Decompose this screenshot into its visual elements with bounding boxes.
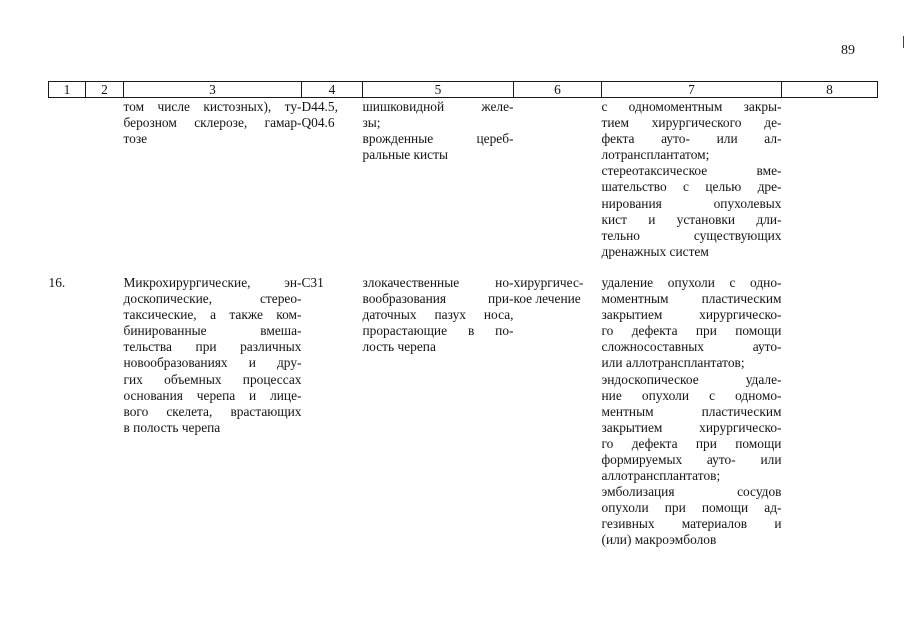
cell-text-line: лость черепа	[362, 339, 436, 355]
header-col-1: 1	[49, 82, 86, 98]
cell-text-line: том числе кистозных), ту-	[123, 99, 302, 114]
diagnosis-cell	[363, 275, 514, 549]
cell-text-line: в полость черепа	[123, 419, 221, 435]
table-row	[49, 98, 878, 260]
treatment-type-cell	[514, 98, 602, 260]
procedure-name-cell	[124, 275, 302, 549]
empty-cell	[782, 98, 878, 260]
cell-text-line: хирургичес-	[513, 274, 584, 290]
cell-text-line: эндоскопическое удале-	[601, 371, 782, 387]
cell-text-line: новообразованиях и дру-	[123, 355, 302, 371]
cell-text-line: D44.5,	[301, 99, 338, 114]
cell-text-line: тием хирургического де-	[601, 115, 782, 131]
cell-text-line: го дефекта при помощи	[601, 435, 782, 451]
cell-text-line: тозе	[123, 131, 148, 147]
icd-code-cell	[302, 275, 363, 549]
header-col-2: 2	[86, 82, 124, 98]
method-cell	[602, 98, 782, 260]
cell-text-line: опухоли при помощи ад-	[601, 500, 782, 516]
empty-cell	[86, 275, 124, 549]
page-number: 89	[841, 43, 855, 58]
cell-text-line: вого скелета, врастающих	[123, 403, 302, 419]
cell-text-line: шишковидной желе-	[362, 99, 514, 114]
cell-text-line: сложносоставных ауто-	[601, 339, 782, 355]
procedure-name-cell	[124, 98, 302, 260]
cell-text-line: лотрансплантатом;	[601, 147, 710, 163]
column-number-header	[49, 82, 878, 98]
cell-text-line: бинированные вмеша-	[123, 323, 302, 339]
cell-text-line: зы;	[362, 115, 381, 131]
cell-text-line: формируемых ауто- или	[601, 451, 782, 467]
cell-text-line: (или) макроэмболов	[601, 532, 717, 548]
cell-text-line: Микрохирургические, эн-	[123, 274, 302, 290]
header-col-5: 5	[363, 82, 514, 98]
empty-cell	[782, 275, 878, 549]
cell-text-line: удаление опухоли с одно-	[601, 274, 782, 290]
cell-text-line: стереотаксическое вме-	[601, 163, 782, 179]
cell-text-line: тельства при различных	[123, 339, 302, 355]
cell-text-line: шательство с целью дре-	[601, 179, 782, 195]
cell-text-line: или аллотрансплантатов;	[601, 355, 745, 371]
cell-text-line: тельно существующих	[601, 227, 782, 243]
cell-text-line: врожденные цереб-	[362, 131, 514, 147]
procedures-table	[48, 81, 878, 549]
header-col-4: 4	[302, 82, 363, 98]
scan-margin-mark	[903, 36, 904, 48]
cell-text-line: гезивных материалов и	[601, 516, 782, 532]
method-cell	[602, 275, 782, 549]
treatment-type-cell	[514, 275, 602, 549]
header-col-6: 6	[514, 82, 602, 98]
cell-text-line: моментным пластическим	[601, 291, 782, 307]
diagnosis-cell	[363, 98, 514, 260]
cell-text-line: фекта ауто- или ал-	[601, 131, 782, 147]
cell-text-line: эмболизация сосудов	[601, 484, 782, 500]
header-col-3: 3	[124, 82, 302, 98]
cell-text-line: гих объемных процессах	[123, 371, 302, 387]
header-col-8: 8	[782, 82, 878, 98]
icd-code-cell	[302, 98, 363, 260]
cell-text-line: берозном склерозе, гамар-	[123, 115, 302, 131]
row-number-cell: 16.	[48, 274, 66, 290]
cell-text-line: с одномоментным закры-	[601, 99, 782, 114]
cell-text-line: таксические, а также ком-	[123, 307, 302, 323]
cell-text-line: прорастающие в по-	[362, 323, 514, 339]
row-spacer	[49, 260, 878, 275]
cell-text-line: дренажных систем	[601, 243, 709, 259]
cell-text-line: даточных пазух носа,	[362, 307, 514, 323]
header-col-7: 7	[602, 82, 782, 98]
cell-text-line: основания черепа и лице-	[123, 387, 302, 403]
cell-text-line: злокачественные но-	[362, 274, 514, 290]
cell-text-line: кист и установки дли-	[601, 211, 782, 227]
cell-text-line: вообразования при-	[362, 291, 514, 307]
cell-text-line: ментным пластическим	[601, 403, 782, 419]
cell-text-line: ральные кисты	[362, 147, 448, 163]
cell-text-line: закрытием хирургическо-	[601, 307, 782, 323]
cell-text-line: ние опухоли с одномо-	[601, 387, 782, 403]
cell-text-line: аллотрансплантатов;	[601, 468, 721, 484]
table-row	[49, 275, 878, 549]
cell-text-line: го дефекта при помощи	[601, 323, 782, 339]
cell-text-line: нирования опухолевых	[601, 195, 782, 211]
row-number-cell	[49, 98, 86, 260]
cell-text-line: C31	[301, 274, 324, 290]
cell-text-line: закрытием хирургическо-	[601, 419, 782, 435]
empty-cell	[86, 98, 124, 260]
cell-text-line: доскопические, стерео-	[123, 291, 302, 307]
cell-text-line: кое лечение	[513, 291, 581, 307]
cell-text-line: Q04.6	[301, 115, 335, 131]
